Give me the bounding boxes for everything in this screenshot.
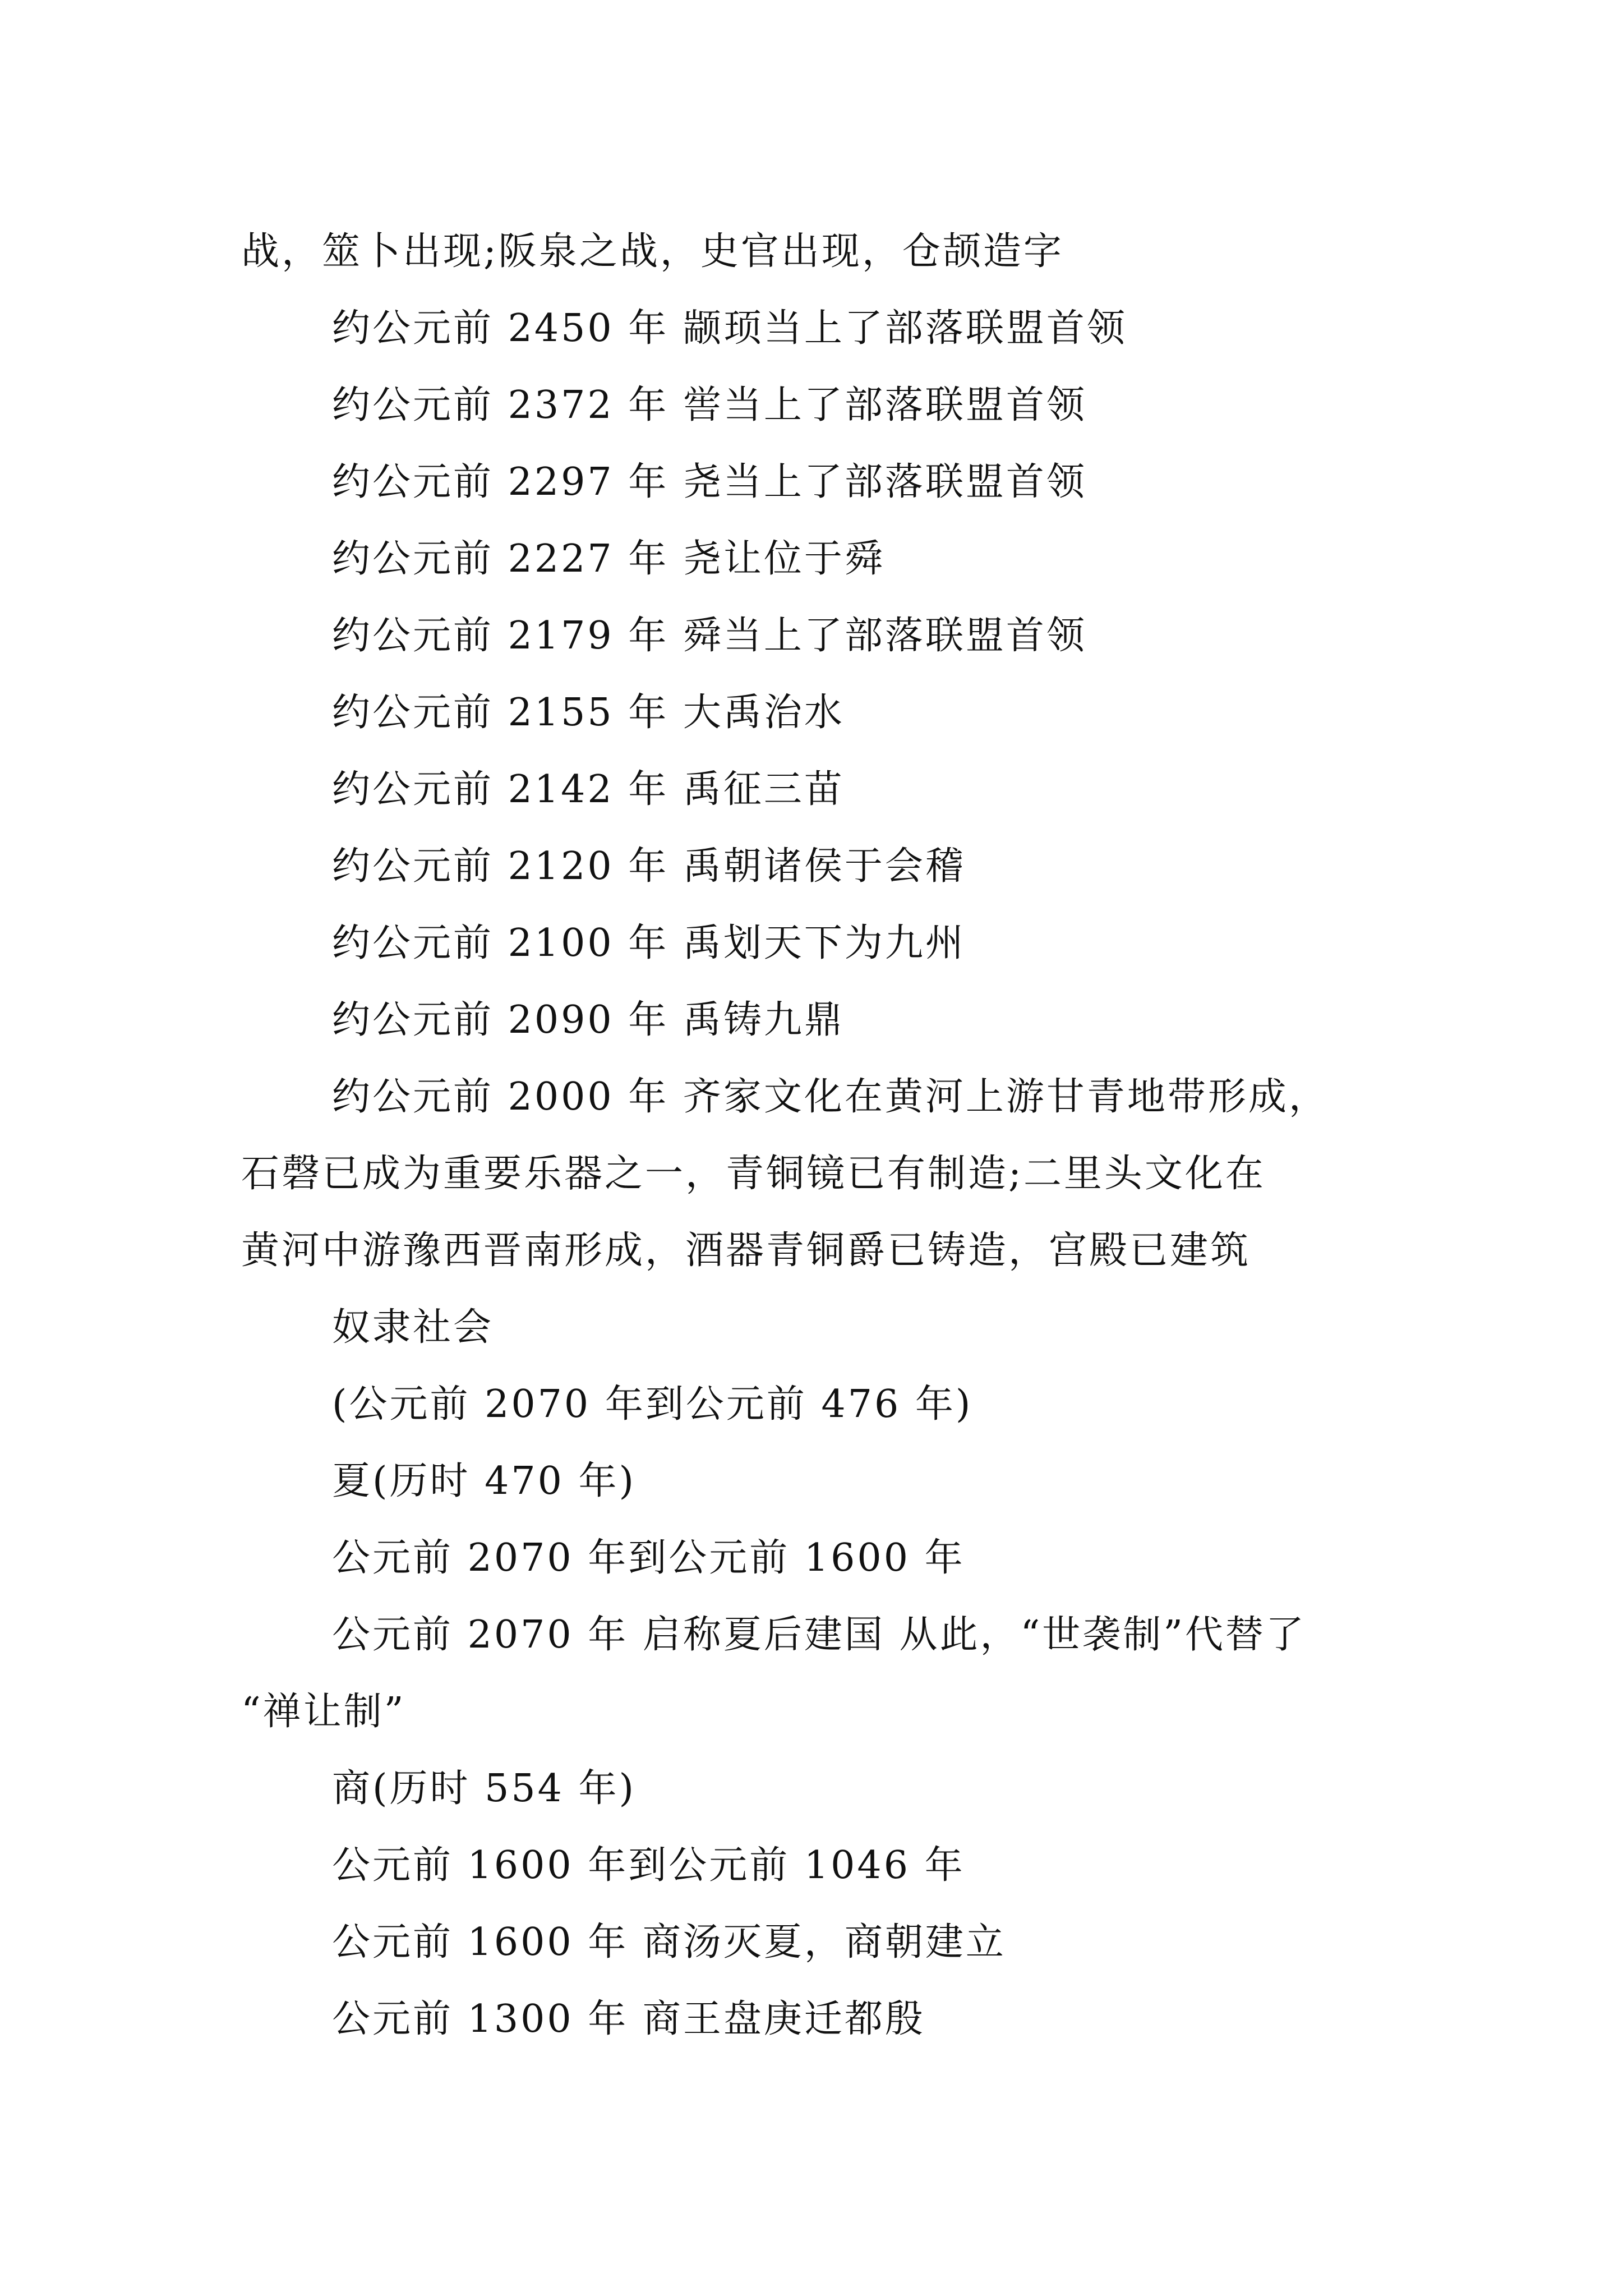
text-line: 石磬已成为重要乐器之一，青铜镜已有制造;二里头文化在 bbox=[241, 1152, 1266, 1196]
document-body bbox=[241, 213, 1419, 2058]
section-heading: 商(历时 554 年) bbox=[332, 1766, 637, 1811]
text-line: (公元前 2070 年到公元前 476 年) bbox=[332, 1382, 973, 1427]
text-line: 约公元前 2179 年 舜当上了部落联盟首领 bbox=[332, 614, 1087, 658]
text-line: 公元前 2070 年到公元前 1600 年 bbox=[332, 1536, 965, 1580]
text-line: 公元前 1300 年 商王盘庚迁都殷 bbox=[332, 1997, 925, 2041]
section-heading: 奴隶社会 bbox=[332, 1305, 494, 1350]
text-line: 约公元前 2120 年 禹朝诸侯于会稽 bbox=[332, 844, 966, 889]
text-line: 约公元前 2372 年 喾当上了部落联盟首领 bbox=[332, 383, 1087, 427]
text-line: 约公元前 2297 年 尧当上了部落联盟首领 bbox=[332, 460, 1087, 504]
text-line: 约公元前 2000 年 齐家文化在黄河上游甘青地带形成， bbox=[332, 1075, 1329, 1119]
text-line: 公元前 1600 年 商汤灭夏，商朝建立 bbox=[332, 1920, 1006, 1964]
text-line: 约公元前 2100 年 禹划天下为九州 bbox=[332, 921, 966, 965]
text-line: 公元前 2070 年 启称夏后建国 从此，“世袭制”代替了 bbox=[332, 1613, 1307, 1657]
text-line: “禅让制” bbox=[241, 1690, 406, 1734]
text-line: 约公元前 2450 年 颛顼当上了部落联盟首领 bbox=[332, 306, 1127, 351]
text-line: 约公元前 2142 年 禹征三苗 bbox=[332, 767, 845, 812]
text-line: 约公元前 2227 年 尧让位于舜 bbox=[332, 537, 885, 581]
text-line: 战，筮卜出现;阪泉之战，史官出现，仓颉造字 bbox=[241, 229, 1064, 274]
text-line: 公元前 1600 年到公元前 1046 年 bbox=[332, 1843, 965, 1888]
text-line: 约公元前 2090 年 禹铸九鼎 bbox=[332, 998, 845, 1042]
text-line: 黄河中游豫西晋南形成，酒器青铜爵已铸造，宫殿已建筑 bbox=[241, 1228, 1251, 1273]
text-line: 约公元前 2155 年 大禹治水 bbox=[332, 691, 845, 735]
section-heading: 夏(历时 470 年) bbox=[332, 1459, 637, 1503]
